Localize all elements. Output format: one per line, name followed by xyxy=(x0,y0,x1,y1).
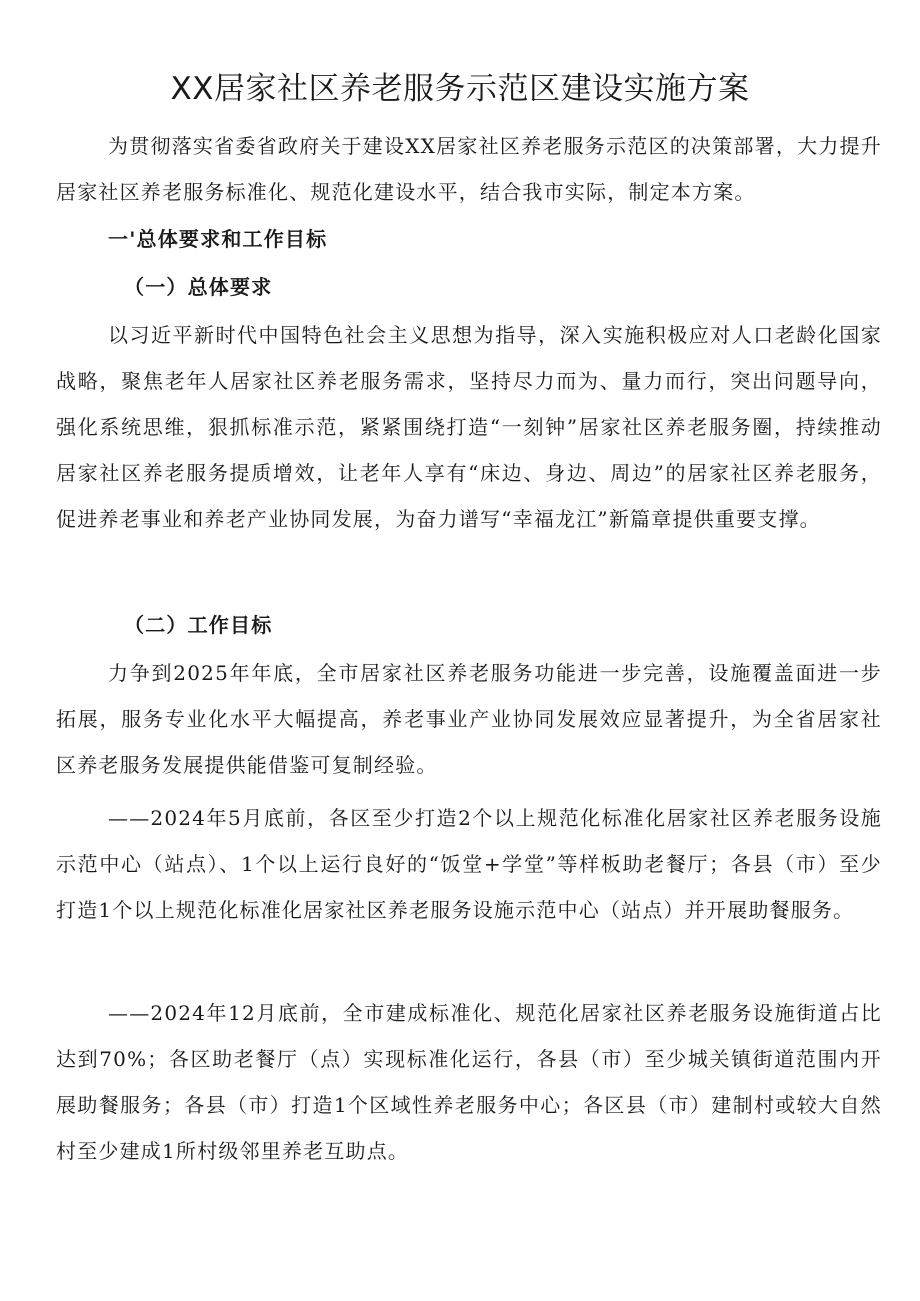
goal-2024-may-paragraph: ——2024年5月底前，各区至少打造2个以上规范化标准化居家社区养老服务设施示范中心（站点）、1个以上运行良好的“饭堂+学堂”等样板助老餐厅；各县（市）至少打造1个以上规范化标准化居家社区养老服务设施示范中心（站点）并开展助餐服务。 xyxy=(56,806,882,922)
intro-paragraph: 为贯彻落实省委省政府关于建设XX居家社区养老服务示范区的决策部署，大力提升居家社区养老服务标准化、规范化建设水平，结合我市实际，制定本方案。 xyxy=(56,134,882,204)
general-requirements-paragraph: 以习近平新时代中国特色社会主义思想为指导，深入实施积极应对人口老龄化国家战略，聚焦老年人居家社区养老服务需求，坚持尽力而为、量力而行，突出问题导向，强化系统思维，狠抓标准示范，紧紧围绕打造“一刻钟”居家社区养老服务圈，持续推动居家社区养老服务提质增效，让老年人享有“床边、身边、周边”的居家社区养老服务，促进养老事业和养老产业协同发展，为奋力谱写“幸福龙江”新篇章提供重要支撑。 xyxy=(56,323,882,531)
document-title: XX居家社区养老服务示范区建设实施方案 xyxy=(170,71,750,107)
work-goals-paragraph: 力争到2025年年底，全市居家社区养老服务功能进一步完善，设施覆盖面进一步拓展，服务专业化水平大幅提高，养老事业产业协同发展效应显著提升，为全省居家社区养老服务发展提供能借鉴可复制经验。 xyxy=(56,661,882,777)
subsection-heading-general-requirements: （一）总体要求 xyxy=(124,275,273,299)
goal-2024-dec-paragraph: ——2024年12月底前，全市建成标准化、规范化居家社区养老服务设施街道占比达到70%；各区助老餐厅（点）实现标准化运行，各县（市）至少城关镇街道范围内开展助餐服务；各县（市）打造1个区域性养老服务中心；各区县（市）建制村或较大自然村至少建成1所村级邻里养老互助点。 xyxy=(56,1001,882,1163)
subsection-heading-work-goals: （二）工作目标 xyxy=(124,613,273,637)
section-heading-1: 一'总体要求和工作目标 xyxy=(108,227,328,251)
